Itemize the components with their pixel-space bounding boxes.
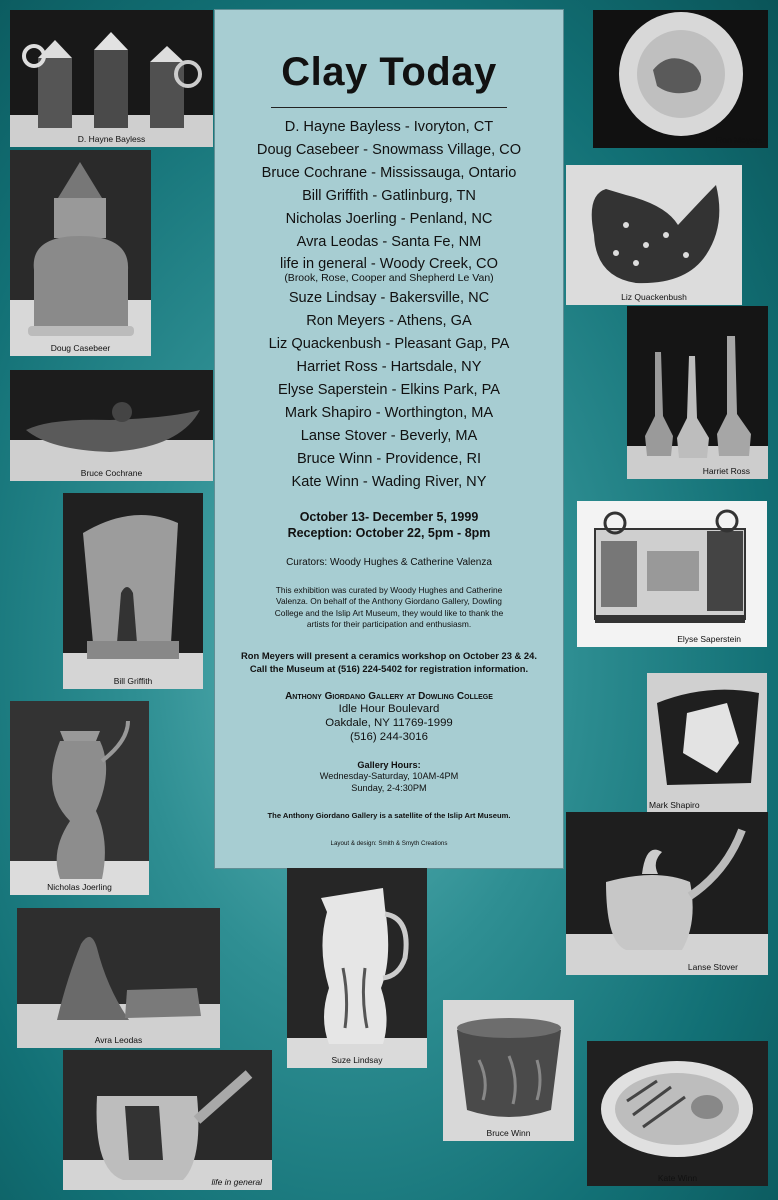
bottle-forms-image xyxy=(627,306,768,479)
design-credit: Layout & design: Smith & Smyth Creations xyxy=(330,840,448,848)
tall-vessel-image xyxy=(63,493,203,689)
workshop-note xyxy=(215,650,563,676)
photo-caption: Harriet Ross xyxy=(702,466,750,476)
gallery-name: Anthony Giordano Gallery at Dowling College xyxy=(285,691,493,703)
photo-caption: Avra Leodas xyxy=(94,1035,143,1045)
patterned-pitcher-image xyxy=(566,165,742,305)
artist-entry: Avra Leodas - Santa Fe, NM xyxy=(296,233,482,250)
photo-quackenbush xyxy=(566,165,742,305)
photo-bayless xyxy=(10,10,213,147)
artist-entry: Kate Winn - Wading River, NY xyxy=(291,473,487,490)
pitcher-image xyxy=(287,868,427,1068)
curators-line: Curators: Woody Hughes & Catherine Valenza xyxy=(286,556,492,568)
artist-entry: Suze Lindsay - Bakersville, NC xyxy=(288,290,490,307)
photo-saperstein xyxy=(577,501,767,647)
photo-bruce-winn xyxy=(443,1000,574,1141)
artist-members-note: (Brook, Rose, Cooper and Shepherd Le Van) xyxy=(284,272,494,285)
artist-list xyxy=(215,116,563,494)
tile-scene-image xyxy=(577,501,767,647)
artist-entry: Elyse Saperstein - Elkins Park, PA xyxy=(278,381,500,398)
artist-entry: life in general - Woody Creek, CO xyxy=(280,256,498,273)
exhibition-dates xyxy=(215,509,563,541)
gallery-hours xyxy=(215,770,563,794)
photo-caption: life in general xyxy=(211,1177,262,1187)
registration-line: Call the Museum at (516) 224-5402 for registration information. xyxy=(249,662,529,674)
artist-entry: Bill Griffith - Gatlinburg, TN xyxy=(302,187,476,204)
poster-title: Clay Today xyxy=(281,50,497,94)
photo-caption: Mark Shapiro xyxy=(649,800,700,810)
photo-casebeer xyxy=(10,150,151,356)
photo-meyers xyxy=(593,10,768,148)
photo-caption: Doug Casebeer xyxy=(50,343,111,353)
artist-entry: Doug Casebeer - Snowmass Village, CO xyxy=(256,141,522,158)
artist-entry: Lanse Stover - Beverly, MA xyxy=(300,427,478,444)
artist-entry: D. Hayne Bayless - Ivoryton, CT xyxy=(284,119,494,135)
photo-caption: Kate Winn xyxy=(657,1173,698,1183)
gallery-phone: (516) 244-3016 xyxy=(350,731,428,744)
photo-caption: Nicholas Joerling xyxy=(47,882,112,892)
artist-entry: Bruce Cochrane - Mississauga, Ontario xyxy=(261,164,517,181)
photo-joerling xyxy=(10,701,149,895)
hours-sunday: Sunday, 2-4:30PM xyxy=(351,783,427,794)
satellite-note: The Anthony Giordano Gallery is a satellite of the Islip Art Museum. xyxy=(267,811,511,821)
oval-platter-image xyxy=(587,1041,768,1186)
sculptural-forms-image xyxy=(17,908,220,1048)
vessel-trio-image xyxy=(10,10,213,147)
photo-stover xyxy=(566,812,768,975)
plate-image xyxy=(593,10,768,148)
photo-caption: Liz Quackenbush xyxy=(621,292,687,302)
photo-caption: Ron Meyers xyxy=(716,135,762,145)
address-street: Idle Hour Boulevard xyxy=(338,703,440,716)
exhibition-info-panel xyxy=(214,9,564,869)
photo-lindsay xyxy=(287,868,427,1068)
photo-life-in-general xyxy=(63,1050,272,1190)
hours-heading: Gallery Hours: xyxy=(357,760,421,771)
title-divider xyxy=(271,107,507,108)
photo-leodas xyxy=(17,908,220,1048)
teapot-image xyxy=(10,701,149,895)
photo-shapiro xyxy=(647,673,767,813)
photo-cochrane xyxy=(10,370,213,481)
watering-vessel-image xyxy=(566,812,768,975)
photo-caption: Lanse Stover xyxy=(687,962,738,972)
artist-entry: Ron Meyers - Athens, GA xyxy=(306,313,472,330)
covered-jar-image xyxy=(10,150,151,356)
photo-griffith xyxy=(63,493,203,689)
bowl-image xyxy=(443,1000,574,1141)
workshop-line: Ron Meyers will present a ceramics workshop on October 23 & 24. xyxy=(241,649,537,661)
faceted-vase-image xyxy=(647,673,767,813)
address-city: Oakdale, NY 11769-1999 xyxy=(325,717,453,730)
gallery-address xyxy=(215,702,563,744)
photo-caption: Suze Lindsay xyxy=(331,1055,383,1065)
thanks-paragraph: This exhibition was curated by Woody Hughes and Catherine Valenza. On behalf of the Anthony Giordano Gallery, Dowling College and the Islip Art Museum, they would like to thank the artists for their participation and enthusiasm. xyxy=(274,584,504,630)
photo-caption: Bill Griffith xyxy=(113,676,153,686)
photo-caption: Elyse Saperstein xyxy=(677,634,741,644)
photo-ross xyxy=(627,306,768,479)
reception-line: Reception: October 22, 5pm - 8pm xyxy=(287,525,491,540)
photo-caption: Bruce Cochrane xyxy=(80,468,143,478)
tray-vessel-image xyxy=(10,370,213,481)
dates-line: October 13- December 5, 1999 xyxy=(299,509,479,524)
hours-weekday: Wednesday-Saturday, 10AM-4PM xyxy=(319,771,459,782)
artist-entry: Liz Quackenbush - Pleasant Gap, PA xyxy=(268,336,510,353)
artist-entry: Harriet Ross - Hartsdale, NY xyxy=(296,359,482,376)
artist-entry: Mark Shapiro - Worthington, MA xyxy=(284,404,494,421)
photo-kate-winn xyxy=(587,1041,768,1186)
photo-caption: D. Hayne Bayless xyxy=(77,134,146,144)
artist-entry: Bruce Winn - Providence, RI xyxy=(296,450,482,467)
artist-entry: Nicholas Joerling - Penland, NC xyxy=(285,210,493,227)
photo-caption: Bruce Winn xyxy=(486,1128,531,1138)
watering-can-image xyxy=(63,1050,272,1190)
